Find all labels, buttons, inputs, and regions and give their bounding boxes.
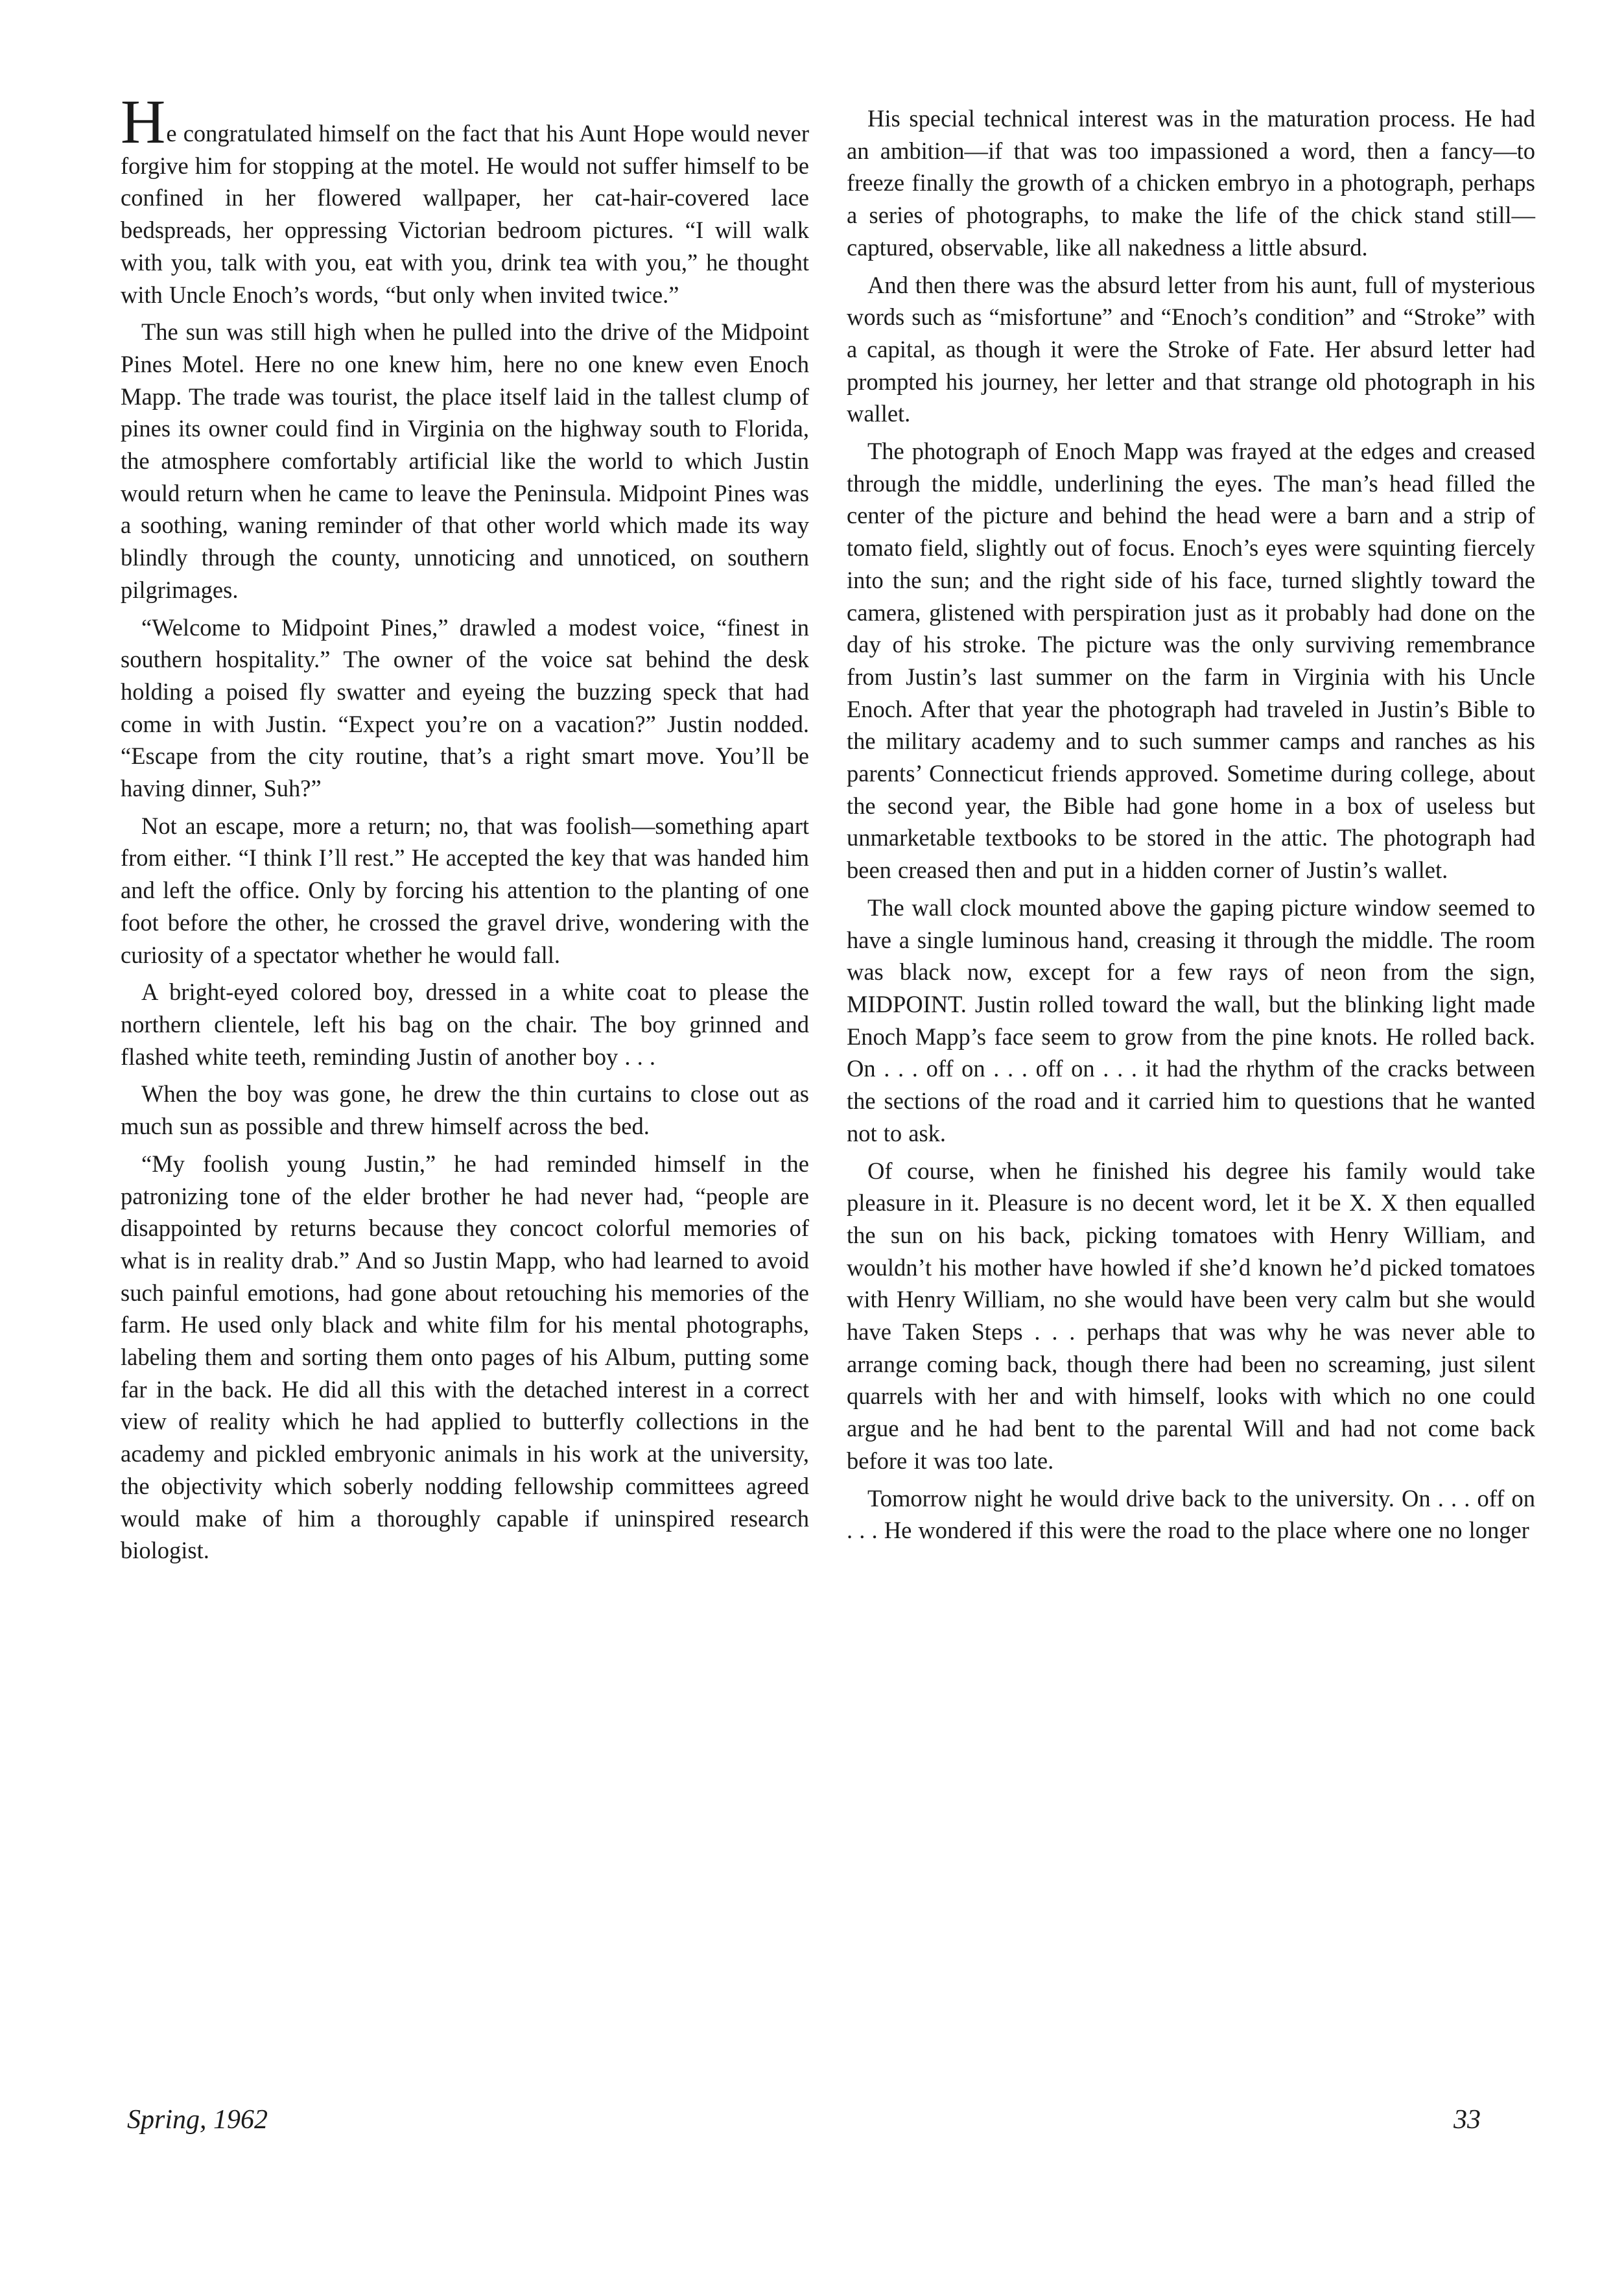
paragraph: His special technical interest was in the maturation process. He had an ambition—if that was too impassioned a word, then a fancy—to freeze finally the growth of a chicken embryo in a photograph, perhaps a series of photographs, to make the life of the chick stand still—captured, observable, like all nakedness a little absurd. xyxy=(847,105,1535,261)
opening-paragraph-text: e congratulated himself on the fact that his Aunt Hope would never forgive him for stopping at the motel. He would not suffer himself to be confined in her flowered wallpaper, her cat-hair-covered lace bedspreads, her oppressing Victorian bedroom pictures. “I will walk with you, talk with you, eat with you, drink tea with you,” he thought with Uncle Enoch’s words, “but only when invited twice.” xyxy=(121,120,809,308)
paragraph: Not an escape, more a return; no, that was foolish—something apart from either. “I think I’ll rest.” He accepted the key that was handed him and left the office. Only by forcing his attention to the planting of one foot before the other, he crossed the gravel drive, wondering with the curiosity of a spectator whether he would fall. xyxy=(121,812,809,968)
opening-paragraph xyxy=(121,87,809,311)
paragraph: “Welcome to Midpoint Pines,” drawled a modest voice, “finest in southern hospitality.” The owner of the voice sat behind the desk holding a poised fly swatter and eyeing the buzzing speck that had come in with Justin. “Expect you’re on a vacation?” Justin nodded. “Escape from the city routine, that’s a right smart move. You’ll be having dinner, Suh?” xyxy=(121,613,809,802)
paragraph: The wall clock mounted above the gaping picture window seemed to have a single luminous hand, creasing it through the middle. The room was black now, except for a few rays of neon from the sign, MIDPOINT. Justin rolled toward the wall, but the blinking light made Enoch Mapp’s face seem to grow from the pine knots. He rolled back. On . . . off on . . . off on . . . it had the rhythm of the cracks between the sections of the road and it carried him to questions that he wanted not to ask. xyxy=(847,894,1535,1146)
paragraph: “My foolish young Justin,” he had reminded himself in the patronizing tone of the elder brother he had never had, “people are disappointed by returns because they concoct colorful memories of what is in reality drab.” And so Justin Mapp, who had learned to avoid such painful emotions, had gone about retouching his memories of the farm. He used only black and white film for his mental photographs, labeling them and sorting them onto pages of his Album, putting some far in the back. He did all this with the detached interest in a correct view of reality which he had applied to butterfly collections in the academy and pickled embryonic animals in his work at the university, the objectivity which soberly nodding fellowship committees agreed would make of him a thoroughly capable if uninspired research biologist. xyxy=(121,1150,809,1564)
footer-issue-date: Spring, 1962 xyxy=(127,2105,268,2135)
left-column xyxy=(121,87,809,1572)
paragraph: Tomorrow night he would drive back to the university. On . . . off on . . . He wondered if this were the road to the place where one no longer xyxy=(847,1484,1535,1544)
paragraph: Of course, when he finished his degree his family would take pleasure in it. Pleasure is no decent word, let it be X. X then equalled the sun on his back, picking tomatoes with Henry William, and wouldn’t his mother have howled if she’d known he’d picked tomatoes with Henry William, no she would have been very calm but she would have Taken Steps . . . perhaps that was why he was never able to arrange coming back, though there had been no screaming, just silent quarrels with her and with himself, looks with which no one could argue and he had bent to the parental Will and had not come back before it was too late. xyxy=(847,1157,1535,1474)
paragraph: When the boy was gone, he drew the thin curtains to close out as much sun as possible and threw himself across the bed. xyxy=(121,1080,809,1140)
page-number: 33 xyxy=(1453,2105,1481,2135)
drop-cap: H xyxy=(121,87,166,156)
right-column xyxy=(847,102,1535,1552)
paragraph: And then there was the absurd letter from his aunt, full of mysterious words such as “misfortune” and “Enoch’s condition” and “Stroke” with a capital, as though it were the Stroke of Fate. Her absurd letter had prompted his journey, her letter and that strange old photograph in his wallet. xyxy=(847,271,1535,427)
paragraph: The sun was still high when he pulled into the drive of the Midpoint Pines Motel. Here no one knew him, here no one knew even Enoch Mapp. The trade was tourist, the place itself laid in the tallest clump of pines its owner could find in Virginia on the highway south to Florida, the atmosphere comfortably artificial like the world to which Justin would return when he came to leave the Peninsula. Midpoint Pines was a soothing, waning reminder of that other world which made its way blindly through the county, unnoticing and unnoticed, on southern pilgrimages. xyxy=(121,318,809,603)
paragraph: A bright-eyed colored boy, dressed in a white coat to please the northern clientele, left his bag on the chair. The boy grinned and flashed white teeth, reminding Justin of another boy . . . xyxy=(121,979,809,1070)
paragraph: The photograph of Enoch Mapp was frayed at the edges and creased through the middle, underlining the eyes. The man’s head filled the center of the picture and behind the head were a barn and a strip of tomato field, slightly out of focus. Enoch’s eyes were squinting fiercely into the sun; and the right side of his face, turned slightly toward the camera, glistened with perspiration just as it probably had done on the day of his stroke. The picture was the only surviving remembrance from Justin’s last summer on the farm in Virginia with his Uncle Enoch. After that year the photograph had traveled in Justin’s Bible to the military academy and to such summer camps and ranches as his parents’ Connecticut friends approved. Sometime during college, about the second year, the Bible had gone home in a box of useless but unmarketable textbooks to be stored in the attic. The photograph had been creased then and put in a hidden corner of Justin’s wallet. xyxy=(847,438,1535,884)
